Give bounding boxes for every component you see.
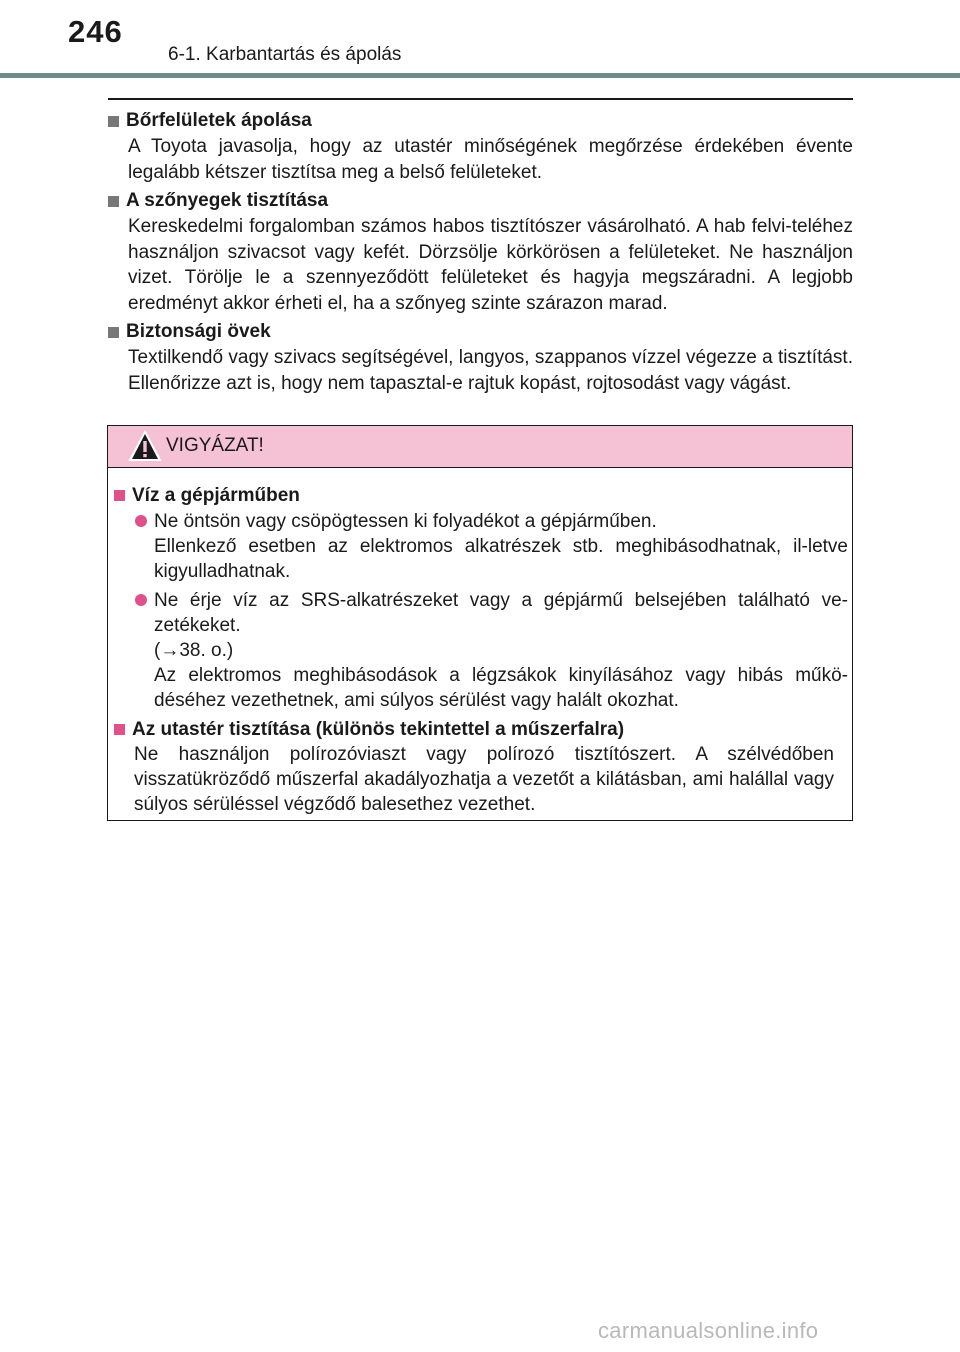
- section-heading: [108, 108, 853, 134]
- section-body: Kereskedelmi forgalomban számos habos tisztítószer vásárolható. A hab felvi-teléhez használjon szivacsot vagy kefét. Dörzsölje körkörösen a felületeket. Ne használjon vizet. Törölje le a szennyeződött felületeket és hagyja megszáradni. A legjobb eredményt akkor érheti el, ha a szőnyeg szinte szárazon marad.: [128, 216, 853, 314]
- square-bullet-icon: [114, 490, 125, 501]
- page-header: [0, 0, 960, 80]
- bullet-line: Ellenkező esetben az elektromos alkatrészek stb. meghibásodhatnak, il-letve kigyulladhatnak.: [154, 535, 848, 582]
- warning-subheading-text: Víz a gépjárműben: [132, 485, 300, 506]
- bullet-text: [154, 588, 848, 713]
- warning-title: VIGYÁZAT!: [166, 435, 264, 456]
- section-heading: [108, 188, 853, 214]
- square-bullet-icon: [108, 327, 119, 338]
- section-heading-text: Bőrfelületek ápolása: [126, 110, 312, 131]
- warning-box: [107, 425, 853, 821]
- warning-bullet: [135, 588, 848, 713]
- header-rule: [0, 73, 960, 78]
- warning-subheading-text: Az utastér tisztítása (különös tekintettel a műszerfalra): [132, 718, 625, 740]
- page-reference: (→38. o.): [154, 639, 234, 661]
- section-leather: [108, 108, 853, 185]
- section-heading-text: Biztonsági övek: [126, 321, 271, 342]
- square-bullet-icon: [114, 724, 125, 735]
- section-carpet: [108, 188, 853, 316]
- warning-content: [114, 483, 848, 817]
- section-heading-text: A szőnyegek tisztítása: [126, 190, 329, 211]
- maintenance-sections: [108, 108, 853, 399]
- bullet-line: Ne érje víz az SRS-alkatrészeket vagy a gépjármű belsejében található ve-zetékeket.: [154, 589, 848, 636]
- page-number: 246: [68, 14, 123, 49]
- warning-subheading-cabin: [114, 717, 848, 743]
- circle-bullet-icon: [135, 515, 147, 527]
- square-bullet-icon: [108, 196, 119, 207]
- section-body: Textilkendő vagy szivacs segítségével, langyos, szappanos vízzel végezze a tisztítást. Ellenőrizze azt is, hogy nem tapasztal-e rajtuk kopást, rojtosodást vagy vágást.: [128, 347, 853, 394]
- chapter-title: 6-1. Karbantartás és ápolás: [168, 44, 402, 65]
- warning-subheading-water: [114, 483, 848, 509]
- circle-bullet-icon: [135, 594, 147, 606]
- warning-header: [108, 426, 852, 468]
- warning-triangle-icon: [128, 430, 162, 462]
- bullet-text: [154, 509, 848, 584]
- section-heading: [108, 319, 853, 345]
- bullet-line: Az elektromos meghibásodások a légzsákok kinyílásához vagy hibás műkö-déséhez vezethetnek, ami súlyos sérülést vagy halált okozhat.: [154, 664, 848, 711]
- warning-body: Ne használjon polírozóviaszt vagy polírozó tisztítószert. A szélvédőben visszatükröződő műszerfal akadályozhatja a vezetőt a kilátásban, ami halállal vagy súlyos sérüléssel végződő balesethez vezethet.: [134, 744, 834, 815]
- bullet-line: Ne öntsön vagy csöpögtessen ki folyadékot a gépjárműben.: [154, 510, 657, 532]
- content-divider: [108, 98, 853, 100]
- section-seatbelts: [108, 319, 853, 396]
- section-body: A Toyota javasolja, hogy az utastér minőségének megőrzése érdekében évente legalább kétszer tisztítsa meg a belső felületeket.: [128, 136, 853, 183]
- square-bullet-icon: [108, 116, 119, 127]
- warning-bullet: [135, 509, 848, 584]
- watermark: carmanualsonline.info: [598, 1318, 819, 1343]
